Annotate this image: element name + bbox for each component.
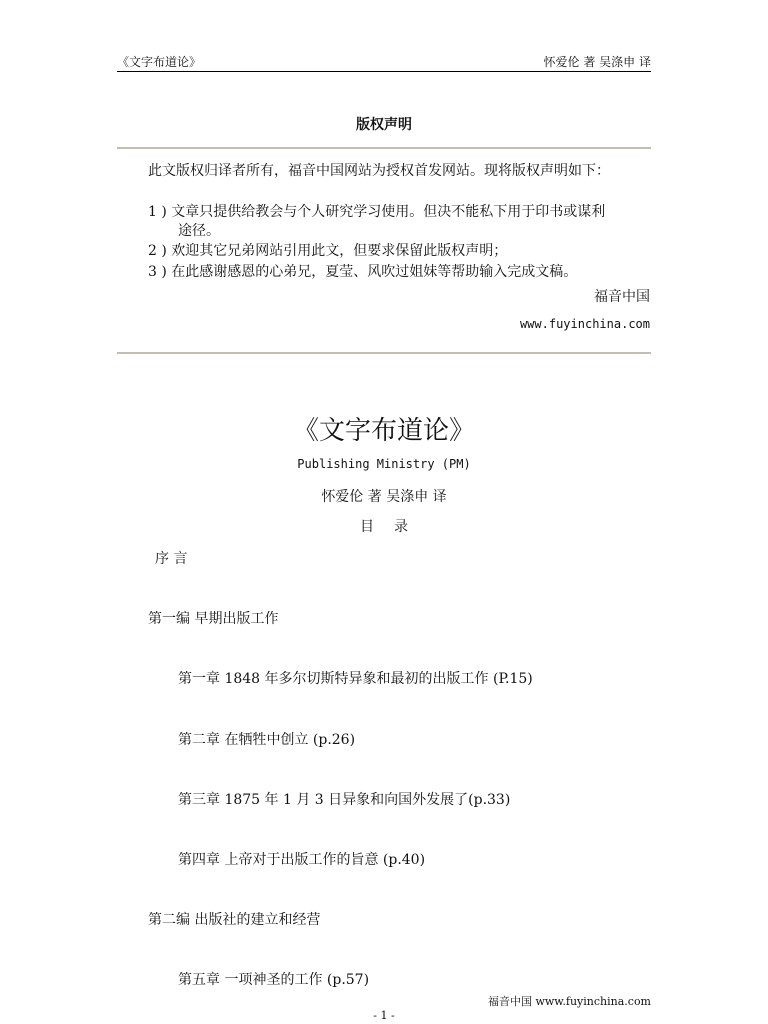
page-number: - 1 -	[373, 1009, 395, 1022]
toc-entry-chapter-2: 第二章 在牺牲中创立 (p.26)	[178, 732, 356, 748]
toc-entry-chapter-4: 第四章 上帝对于出版工作的旨意 (p.40)	[178, 852, 426, 868]
toc-entry-chapter-3: 第三章 1875 年 1 月 3 日异象和向国外发展了(p.33)	[178, 792, 511, 808]
toc-entry-chapter-1: 第一章 1848 年多尔切斯特异象和最初的出版工作 (P.15)	[178, 671, 533, 687]
copyright-intro: 此文版权归译者所有，福音中国网站为授权首发网站。现将版权声明如下：	[148, 163, 610, 179]
toc-entry-part-1: 第一编 早期出版工作	[148, 611, 279, 627]
toc-entry-chapter-5: 第五章 一项神圣的工作 (p.57)	[178, 972, 370, 988]
footer-website: 福音中国 www.fuyinchina.com	[487, 995, 651, 1008]
copyright-title: 版权声明	[356, 117, 412, 133]
toc-title: 目录	[360, 519, 428, 535]
running-header-title: 《文字布道论》	[117, 55, 202, 69]
copyright-item-3: 3 ) 在此感谢感恩的心弟兄，夏莹、风吹过姐妹等帮助输入完成文稿。	[148, 264, 578, 280]
copyright-item-1-continued: 途径。	[178, 223, 220, 239]
copyright-top-rule	[117, 147, 651, 149]
copyright-bottom-rule	[117, 352, 651, 354]
copyright-item-1: 1 ) 文章只提供给教会与个人研究学习使用。但决不能私下用于印书或谋利	[148, 204, 606, 220]
book-title: 《文字布道论》	[292, 416, 475, 446]
running-header-author: 怀爱伦 著 吴涤申 译	[543, 55, 651, 69]
book-author: 怀爱伦 著 吴涤申 译	[321, 489, 447, 505]
copyright-signature: 福音中国	[594, 289, 650, 305]
toc-entry-preface: 序 言	[155, 551, 188, 567]
copyright-item-2: 2 ) 欢迎其它兄弟网站引用此文，但要求保留此版权声明；	[148, 243, 508, 259]
copyright-website: www.fuyinchina.com	[519, 317, 650, 331]
toc-entry-part-2: 第二编 出版社的建立和经营	[148, 912, 321, 928]
book-subtitle: Publishing Ministry (PM)	[297, 457, 471, 471]
header-rule	[117, 71, 651, 72]
